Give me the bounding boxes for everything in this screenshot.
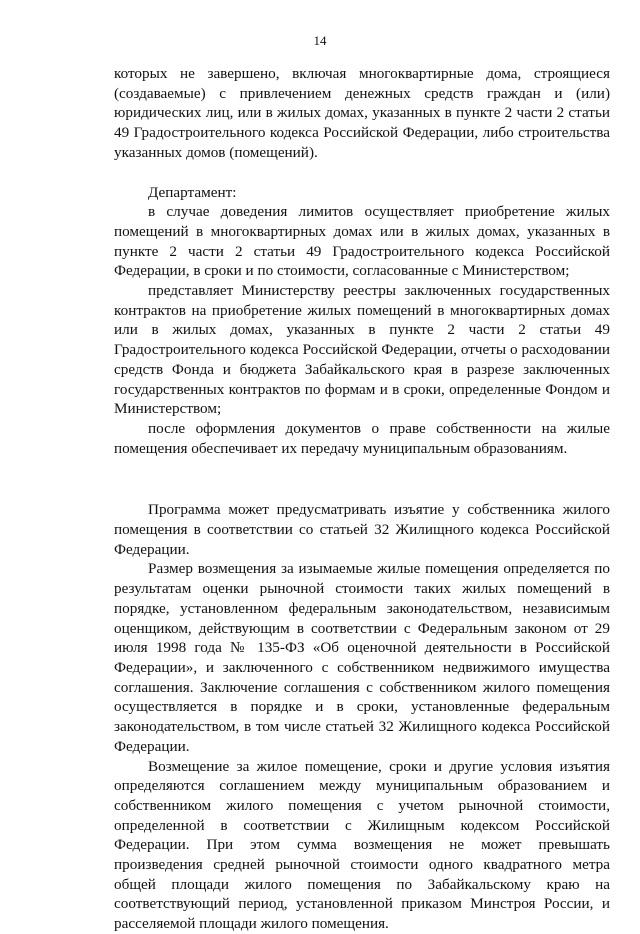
compensation-size-paragraph: Размер возмещения за изымаемые жилые помещения определяется по результатам оценки рыночной стоимости таких жилых помещений в порядке, установленном федеральным законодательством, независимым оценщиком, действующим в соответствии с Федеральным законом от 29 июля 1998 года № 135-ФЗ «Об оценочной деятельности в Российской Федерации», и заключенного с собственником недвижимого имущества соглашения. Заключение соглашения с собственником жилого помещения осуществляется в порядке и в сроки, установленные федеральным законодательством, в том числе статьей 32 Жилищного кодекса Российской Федерации. (114, 560, 610, 755)
compensation-terms-paragraph: Возмещение за жилое помещение, сроки и другие условия изъятия определяются соглашением между муниципальным образованием и собственником жилого помещения с учетом рыночной стоимости, определенной в соответствии с Жилищным кодексом Российской Федерации. При этом сумма возмещения не может превышать произведения средней рыночной стоимости одного квадратного метра общей площади жилого помещения по Забайкальскому краю на соответствующий период, установленной приказом Минстроя России, и расселяемой площади жилого помещения. (114, 757, 610, 933)
document-body (114, 64, 610, 934)
program-seizure-paragraph: Программа может предусматривать изъятие у собственника жилого помещения в соответствии со статьей 32 Жилищного кодекса Российской Федерации. (114, 501, 610, 558)
department-duty-transfer: после оформления документов о праве собственности на жилые помещения обеспечивает их передачу муниципальным образованиям. (114, 419, 610, 457)
department-duty-acquisition: в случае доведения лимитов осуществляет приобретение жилых помещений в многоквартирных домах или в жилых домах, указанных в пункте 2 части 2 статьи 49 Градостроительного кодекса Российской Федерации, в сроки и по стоимости, согласованные с Министерством; (114, 203, 610, 280)
paragraph-continuation: которых не завершено, включая многоквартирные дома, строящиеся (создаваемые) с привлечением денежных средств граждан и (или) юридических лиц, или в жилых домах, указанных в пункте 2 части 2 статьи 49 Градостроительного кодекса Российской Федерации, либо строительства указанных домов (помещений). (114, 65, 610, 161)
department-duty-reporting: представляет Министерству реестры заключенных государственных контрактов на приобретение жилых помещений в многоквартирных домах или в жилых домах, указанных в пункте 2 части 2 статьи 49 Градостроительного кодекса Российской Федерации, отчеты о расходовании средств Фонда и бюджета Забайкальского края в разрезе заключенных государственных контрактов по формам и в сроки, определенные Фондом и Министерством; (114, 282, 610, 418)
page-number: 14 (313, 33, 327, 48)
department-heading: Департамент: (148, 183, 237, 201)
